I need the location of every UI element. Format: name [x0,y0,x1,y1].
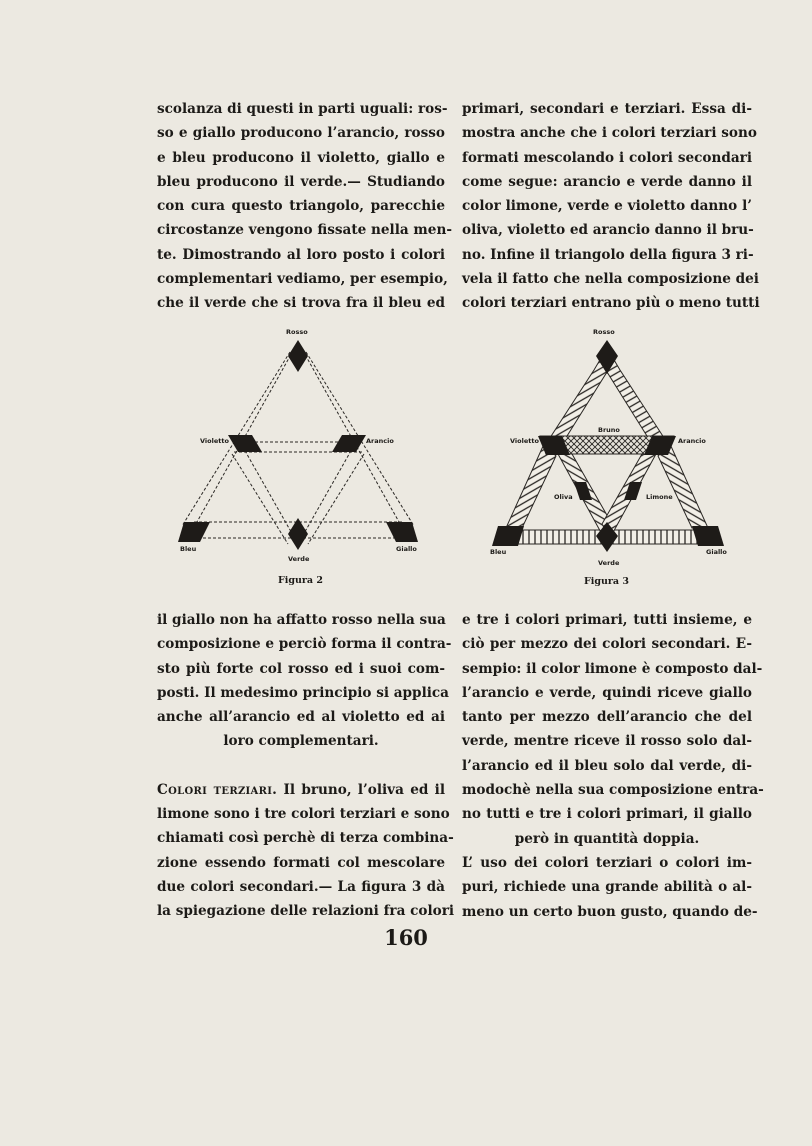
text-line: formati mescolando i colori secondari [462,149,752,166]
text-line: limone sono i tre colori terziari e sono [157,806,450,823]
left-paragraph-1 [157,608,452,754]
text-line: vela il fatto che nella composizione dei [462,271,759,288]
text-line: verde, mentre riceve il rosso solo dal- [462,733,752,750]
violetto-diamond [228,435,262,452]
text-line: meno un certo buon gusto, quando de- [462,903,758,920]
text-line: tanto per mezzo dell’arancio che del [462,709,752,726]
text-line: però in quantità doppia. [514,830,700,847]
left-paragraph-2 [157,802,455,923]
right-column-bottom [462,608,764,924]
text-line: oliva, violetto ed arancio danno il bru- [462,222,754,239]
text-line: no. Infine il triangolo della figura 3 ri- [462,246,754,263]
figure-3-label-bruno: Bruno [598,426,620,434]
figure-2-color-triangle [170,318,430,598]
text-line: te. Dimostrando al loro posto i colori [157,246,445,263]
figure-3-caption: Figura 3 [584,576,629,587]
text-line: puri, richiede una grande abilità o al- [462,879,752,896]
section-heading-line [157,778,445,802]
figure-2-label-bleu: Bleu [180,545,197,553]
figure-2-label-arancio: Arancio [366,437,394,445]
figure-2-caption: Figura 2 [278,575,323,586]
text-line: sempio: il color limone è composto dal- [462,660,763,677]
figure-2-label-rosso: Rosso [286,328,308,336]
text-line: composizione e perciò forma il contra- [157,636,452,653]
text-line: no tutti e tre i colori primari, il giallo [462,806,752,823]
giallo-diamond [386,522,418,542]
text-line: colori terziari entrano più o meno tutti [462,295,760,312]
text-line: e tre i colori primari, tutti insieme, e [462,612,752,628]
section-heading-rest: Il bruno, l’oliva ed il [283,781,445,798]
text-line: come segue: arancio e verde danno il [462,173,752,190]
figure-3-label-oliva: Oliva [554,493,573,501]
rosso-diamond [288,340,308,372]
figure-2-label-verde: Verde [288,555,310,563]
left-column-bottom [157,608,455,924]
text-line: zione essendo formati col mescolare [157,854,445,871]
right-column-top [462,97,760,316]
text-line: e bleu producono il violetto, giallo e [157,149,445,166]
bleu-diamond [178,522,210,542]
text-line: bleu producono il verde.— Studiando [157,173,445,190]
figure-3-label-rosso: Rosso [593,328,615,336]
text-line: con cura questo triangolo, parecchie [157,198,445,215]
section-heading: Colori terziari. [157,781,278,798]
text-line: due colori secondari.— La figura 3 dà [157,878,445,895]
text-line: loro complementari. [223,733,379,750]
figure-3-label-violetto: Violetto [510,437,539,445]
text-line: circostanze vengono fissate nella men- [157,222,452,239]
figure-3-label-giallo: Giallo [706,548,727,556]
text-line: l’arancio e verde, quindi riceve giallo [462,684,752,701]
figure-2-label-giallo: Giallo [396,545,417,553]
text-line: color limone, verde e violetto danno l’ [462,198,752,215]
text-line: L’ uso dei colori terziari o colori im- [462,854,752,871]
text-line: chiamati così perchè di terza combina- [157,830,454,847]
figure-3-label-verde: Verde [598,559,620,567]
figure-3-label-arancio: Arancio [678,437,706,445]
figure-3-color-triangle [478,318,748,598]
page-number: 160 [384,925,428,950]
figure-3-diagram [478,318,748,598]
verde-diamond [288,518,308,550]
text-line: modochè nella sua composizione entra- [462,782,764,799]
text-line: mostra anche che i colori terziari sono [462,125,757,142]
text-line: sto più forte col rosso ed i suoi com- [157,660,445,677]
text-line: la spiegazione delle relazioni fra colori [157,903,455,920]
text-line: scolanza di questi in parti uguali: ros- [157,101,448,117]
figure-3-label-limone: Limone [646,493,673,501]
text-line: anche all’arancio ed al violetto ed ai [157,709,445,726]
left-column-top [157,97,452,316]
text-line: posti. Il medesimo principio si applica [157,684,449,701]
text-line: ciò per mezzo dei colori secondari. E- [462,636,752,653]
text-line: so e giallo producono l’arancio, rosso [157,125,445,142]
figure-3-label-bleu: Bleu [490,548,507,556]
text-line: l’arancio ed il bleu solo dal verde, di- [462,757,752,774]
text-line: complementari vediamo, per esempio, [157,271,448,288]
figure-2-label-violetto: Violetto [200,437,229,445]
arancio-diamond [332,435,366,452]
text-line: primari, secondari e terziari. Essa di- [462,101,752,117]
text-line: che il verde che si trova fra il bleu ed [157,295,445,312]
text-line: il giallo non ha affatto rosso nella sua [157,612,446,628]
